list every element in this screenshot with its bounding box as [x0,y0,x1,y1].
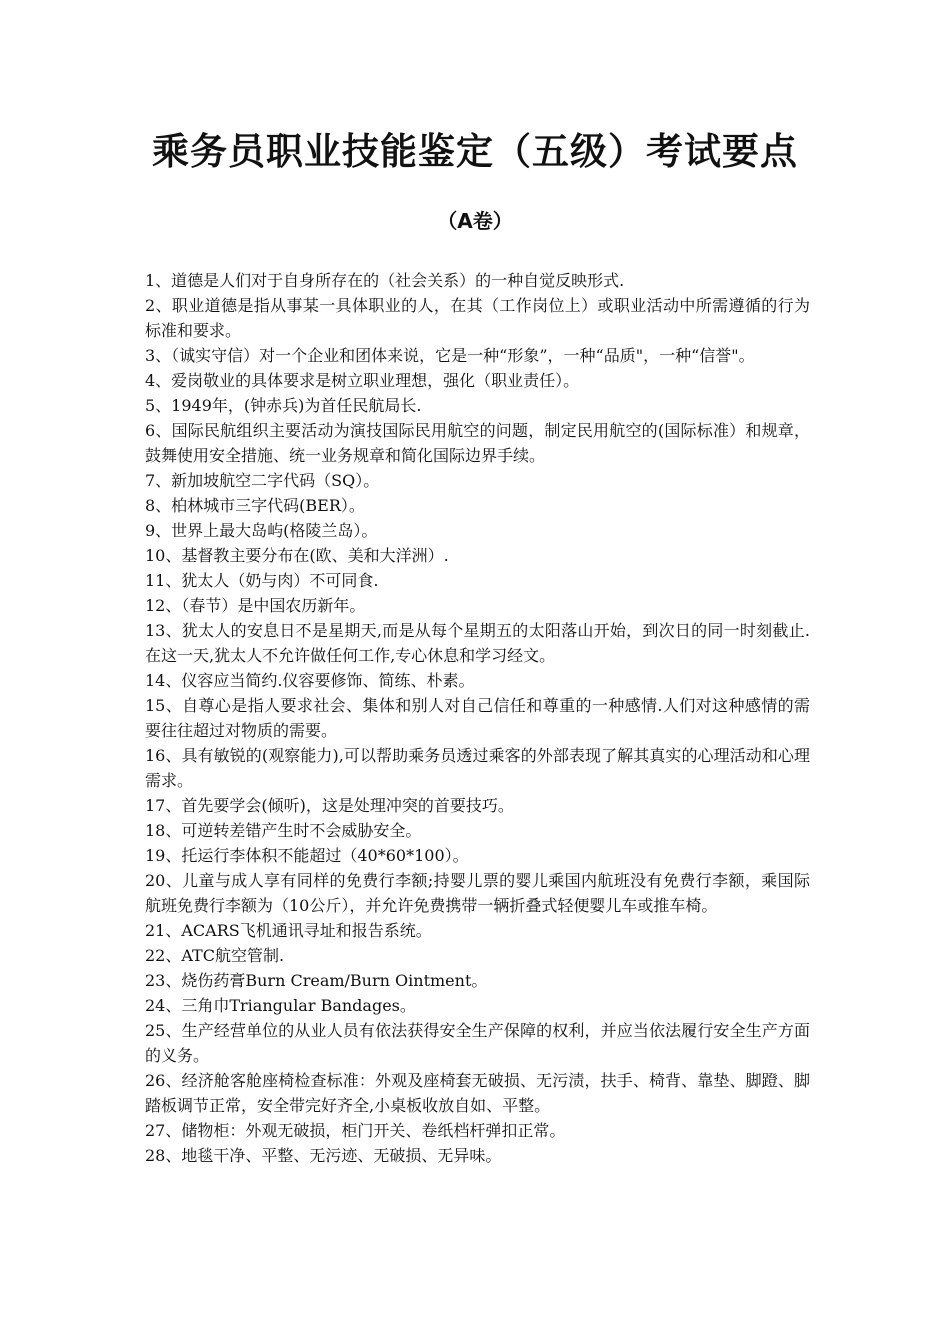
list-item: 12、（春节）是中国农历新年。 [145,596,366,615]
list-item: 27、储物柜：外观无破损，柜门开关、卷纸档杆弹扣正常。 [145,1121,566,1140]
list-item: 26、经济舱客舱座椅检查标准：外观及座椅套无破损、无污渍，扶手、椅背、靠垫、脚蹬、脚踏板调节正常，安全带完好齐全,小桌板收放自如、平整。 [145,1071,810,1115]
list-item: 28、地毯干净、平整、无污迹、无破损、无异味。 [145,1146,502,1165]
list-item: 16、具有敏锐的(观察能力),可以帮助乘务员透过乘客的外部表现了解其真实的心理活动和心理需求。 [145,746,810,790]
list-item: 20、儿童与成人享有同样的免费行李额;持婴儿票的婴儿乘国内航班没有免费行李额，乘国际航班免费行李额为（10公斤），并允许免费携带一辆折叠式轻便婴儿车或推车椅。 [145,871,810,915]
list-item: 5、1949年，(钟赤兵)为首任民航局长. [145,396,422,415]
list-item: 18、可逆转差错产生时不会威胁安全。 [145,821,422,840]
list-item: 17、首先要学会(倾听)，这是处理冲突的首要技巧。 [145,796,514,815]
list-item: 7、新加坡航空二字代码（SQ）。 [145,471,380,490]
document-title: 乘务员职业技能鉴定（五级）考试要点 [152,130,798,173]
list-item: 6、国际民航组织主要活动为演技国际民用航空的问题，制定民用航空的(国际标准）和规章，鼓舞使用安全措施、统一业务规章和简化国际边界手续。 [145,421,810,465]
list-item: 13、犹太人的安息日不是星期天,而是从每个星期五的太阳落山开始，到次日的同一时刻截止.在这一天,犹太人不允许做任何工作,专心休息和学习经文。 [145,621,810,665]
list-item: 3、（诚实守信）对一个企业和团体来说，它是一种“形象”，一种“品质"，一种“信誉"。 [145,346,755,365]
list-item: 11、犹太人（奶与肉）不可同食. [145,571,379,590]
list-item: 24、三角巾Triangular Bandages。 [145,996,416,1015]
list-item: 10、基督教主要分布在(欧、美和大洋洲）. [145,546,449,565]
list-item: 21、ACARS飞机通讯寻址和报告系统。 [145,921,432,940]
list-item: 19、托运行李体积不能超过（40*60*100）。 [145,846,469,865]
list-item: 15、自尊心是指人要求社会、集体和别人对自己信任和尊重的一种感情.人们对这种感情的需要往往超过对物质的需要。 [145,696,810,740]
list-item: 2、职业道德是指从事某一具体职业的人，在其（工作岗位上）或职业活动中所需遵循的行为标准和要求。 [145,296,810,340]
list-item: 4、爱岗敬业的具体要求是树立职业理想，强化（职业责任）。 [145,371,580,390]
exam-points-list [145,268,810,1168]
list-item: 23、烧伤药膏Burn Cream/Burn Ointment。 [145,971,488,990]
list-item: 9、世界上最大岛屿(格陵兰岛）。 [145,521,378,540]
list-item: 22、ATC航空管制. [145,946,285,965]
list-item: 8、柏林城市三字代码(BER）。 [145,496,365,515]
list-item: 25、生产经营单位的从业人员有依法获得安全生产保障的权利，并应当依法履行安全生产方面的义务。 [145,1021,810,1065]
document-subtitle: （A卷） [437,209,513,233]
list-item: 14、仪容应当简约.仪容要修饰、简练、朴素。 [145,671,475,690]
list-item: 1、道德是人们对于自身所存在的（社会关系）的一种自觉反映形式. [145,271,625,290]
